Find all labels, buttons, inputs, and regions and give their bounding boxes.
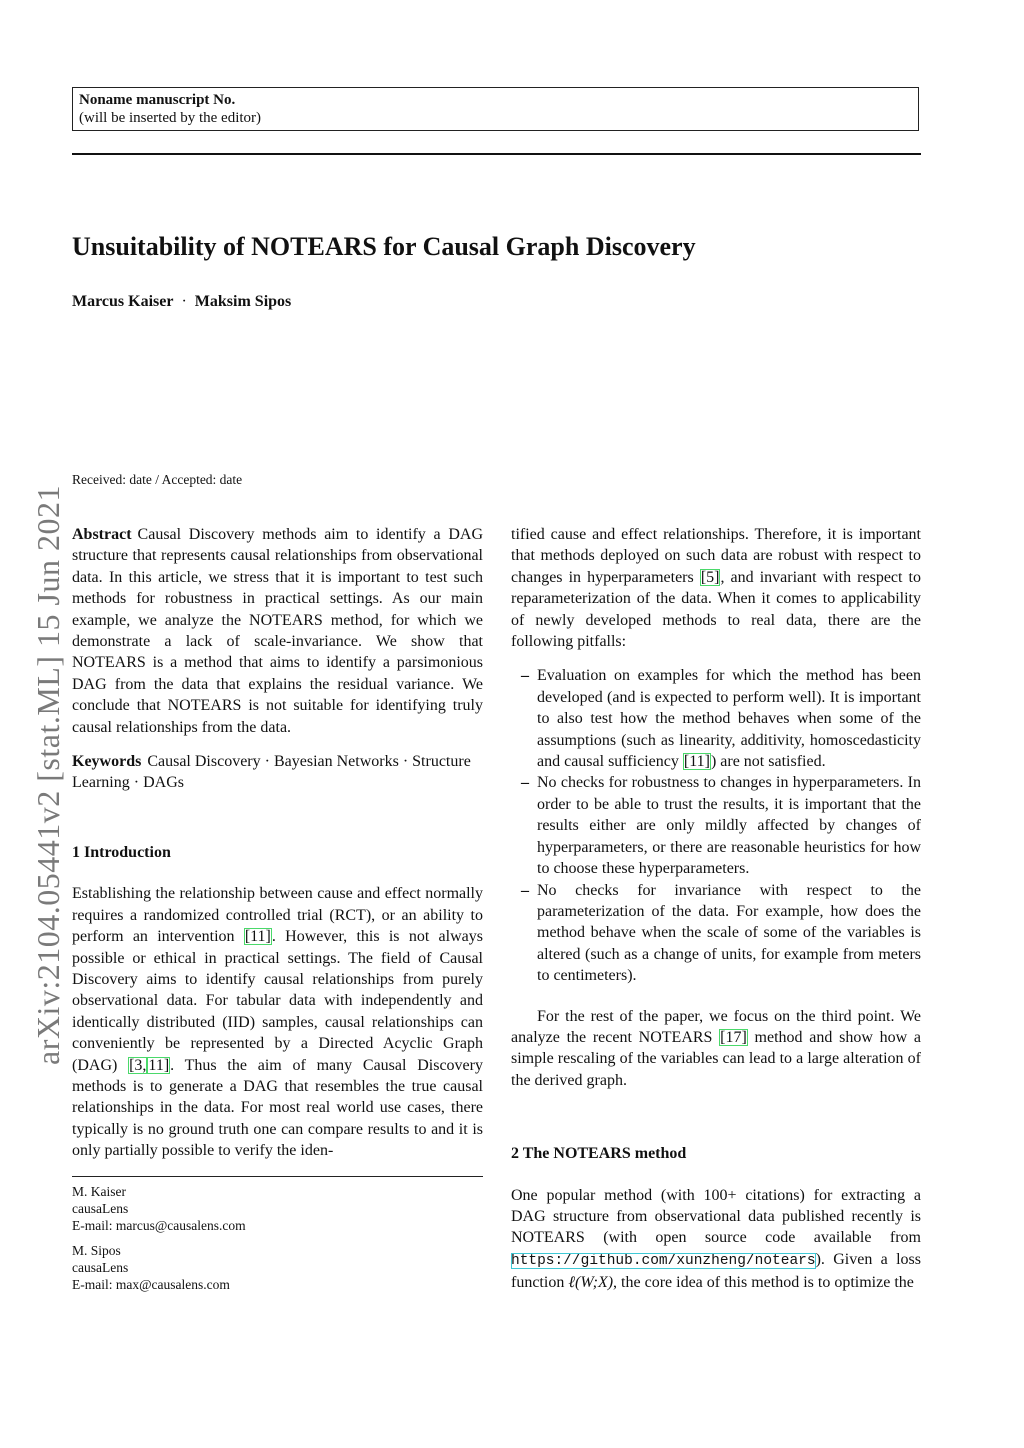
body-text: No checks for invariance with respect to the parameterization of the data. For example, how does the method behave when the scale of some of the variables is altered (such as a change of units, for example from meters to centimeters). — [537, 881, 921, 985]
body-text: ). Given a loss function — [511, 1250, 921, 1292]
affiliation-name: M. Kaiser — [72, 1184, 126, 1199]
body-text: , and invariant with respect to reparameterization of the data. When it comes to applicability of newly developed methods to real data, there are the following pitfalls: — [511, 568, 921, 651]
intro-paragraph — [72, 883, 483, 1161]
list-item — [511, 880, 921, 987]
keywords-label: Keywords — [72, 753, 142, 771]
body-text: One popular method (with 100+ citations) for extracting a DAG structure from observational data published recently is NOTEARS (with open source code available from — [511, 1186, 921, 1247]
dash-bullet: – — [521, 667, 529, 685]
author-name: Maksim Sipos — [194, 293, 292, 310]
body-text: . Thus the aim of many Causal Discovery methods is to generate a DAG that resembles the true causal relationships in the data. For most real world use cases, there typically is no ground truth one can compare results to and it is only partially possible to verify the iden- — [72, 1056, 483, 1160]
loss-function-math: ℓ(W;X) — [568, 1274, 614, 1292]
citation-link[interactable]: [17] — [720, 1028, 747, 1046]
body-text: Evaluation on examples for which the method has been developed (and is expected to perform well). It is important to also test how the method behaves when some of the assumptions (such as linearity, additivity, homoscedasticity and causal sufficiency — [537, 667, 921, 771]
body-text: ) are not satisfied. — [710, 753, 826, 771]
body-paragraph — [511, 1185, 921, 1294]
keywords — [72, 751, 483, 794]
abstract-label: Abstract — [72, 526, 132, 543]
arxiv-stamp: arXiv:2104.05441v2 [stat.ML] 15 Jun 2021 — [30, 485, 66, 1065]
section-heading-introduction: 1 Introduction — [72, 843, 171, 861]
body-text: . However, this is not always possible or ethical in practical settings. The field of Causal Discovery aims to identify causal relationships from purely observational data. For tabular data with independently and identically distributed (IID) samples, causal relationships can conveniently be represented by a Directed Acyclic Graph (DAG) — [72, 928, 483, 1074]
citation-link[interactable]: 11] — [148, 1056, 170, 1074]
header-rule — [72, 153, 921, 155]
body-text: Establishing the relationship between cause and effect normally requires a randomized controlled trial (RCT), or an ability to perform an intervention — [72, 885, 483, 946]
affiliation-email: E-mail: max@causalens.com — [72, 1277, 230, 1292]
citation-link[interactable]: [3, — [129, 1056, 147, 1074]
list-item — [511, 772, 921, 879]
body-text: , the core idea of this method is to optimize the — [613, 1274, 914, 1292]
abstract-text: Causal Discovery methods aim to identify a DAG structure that represents causal relationships from observational data. In this article, we stress that it is important to test such methods for robustness in practical settings. As our main example, we analyze the NOTEARS method, for which we demonstrate a lack of scale-invariance. We show that NOTEARS is a method that aims to identify a parsimonious DAG from the data that explains the residual variance. We conclude that NOTEARS is not suitable for identifying truly causal relationships from the data. — [72, 526, 483, 736]
citation-link[interactable]: [11] — [683, 753, 710, 771]
body-paragraph — [511, 524, 921, 652]
affiliation-name: M. Sipos — [72, 1243, 121, 1258]
citation-link[interactable]: [5] — [700, 568, 720, 586]
dash-bullet: – — [521, 881, 529, 899]
keywords-text: Causal Discovery · Bayesian Networks · Structure Learning · DAGs — [72, 753, 471, 792]
affiliation-org: causaLens — [72, 1201, 129, 1216]
section-heading-notears-method: 2 The NOTEARS method — [511, 1145, 687, 1163]
body-paragraph — [511, 1006, 921, 1092]
body-text: tified cause and effect relationships. Therefore, it is important that methods deployed on such data are robust with respect to changes in hyperparameters — [511, 526, 921, 586]
github-url-link[interactable]: https://github.com/xunzheng/notears — [511, 1252, 816, 1269]
paper-title: Unsuitability of NOTEARS for Causal Graph Discovery — [72, 232, 696, 261]
body-text: method and show how a simple rescaling of the variables can lead to a large alteration of the derived graph. — [511, 1028, 921, 1089]
author-separator: · — [181, 293, 187, 310]
pitfalls-list — [511, 665, 921, 986]
editor-note: (will be inserted by the editor) — [79, 110, 262, 126]
affiliation-email: E-mail: marcus@causalens.com — [72, 1218, 246, 1233]
left-column — [72, 524, 483, 1162]
author-name: Marcus Kaiser — [72, 293, 174, 310]
citation-link[interactable]: [11] — [244, 928, 271, 946]
body-text: No checks for robustness to changes in hyperparameters. In order to be able to trust the results, it is important that the results either are only mildly affected by changes of hyperparameters, or there are reasonable heuristics for how to choose these hyperparameters. — [537, 774, 921, 878]
affiliation-sipos — [72, 1242, 230, 1293]
author-list — [72, 293, 291, 311]
received-date: Received: date / Accepted: date — [72, 472, 243, 487]
affiliation-org: causaLens — [72, 1260, 129, 1275]
footnote-rule — [72, 1176, 483, 1177]
dash-bullet: – — [521, 774, 529, 792]
manuscript-header-box — [72, 87, 919, 131]
right-column — [511, 524, 921, 1294]
affiliation-kaiser — [72, 1183, 246, 1234]
list-item — [511, 665, 921, 772]
body-text: For the rest of the paper, we focus on the third point. We analyze the recent NOTEARS — [511, 1007, 921, 1046]
abstract — [72, 524, 483, 738]
manuscript-number: Noname manuscript No. — [79, 92, 236, 108]
